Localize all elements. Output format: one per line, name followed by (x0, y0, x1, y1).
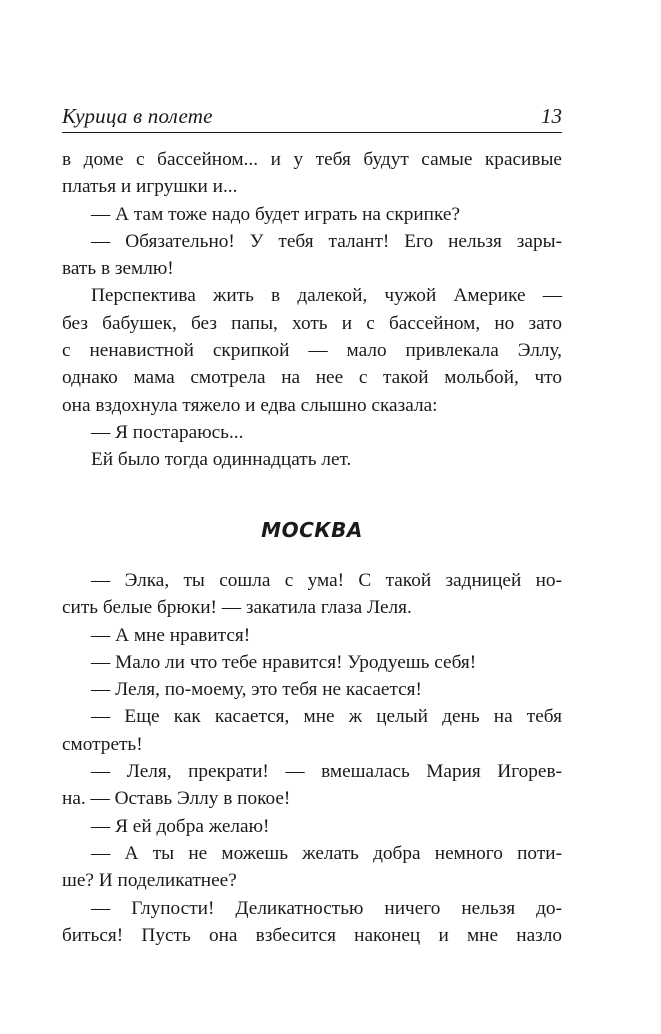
running-title: Курица в полете (62, 104, 213, 128)
text-line: — Элка, ты сошла с ума! С такой задницей но- (91, 570, 562, 591)
text-line: с ненавистной скрипкой — мало привлекала Эллу, (62, 340, 562, 362)
text-line: вать в землю! (62, 258, 174, 280)
text-line: в доме с бассейном... и у тебя будут самые красивые (62, 149, 562, 170)
text-line: ше? И поделикатнее? (62, 870, 237, 892)
text-line: сить белые брюки! — закатила глаза Леля. (62, 597, 412, 619)
text-line: — Я постараюсь... (91, 421, 244, 443)
text-line: без бабушек, без папы, хоть и с бассейном, но зато (62, 312, 562, 334)
text-line: платья и игрушки и... (62, 176, 238, 198)
text-line: однако мама смотрела на нее с такой мольбой, что (62, 367, 562, 389)
text-line: — Еще как касается, мне ж целый день на тебя (91, 706, 562, 728)
text-line: — Я ей добра желаю! (91, 815, 270, 837)
text-line: — Обязательно! У тебя талант! Его нельзя зары- (91, 230, 562, 252)
page-number: 13 (541, 104, 562, 128)
running-header (62, 102, 562, 133)
text-line: Перспектива жить в далекой, чужой Америке — (91, 285, 562, 307)
text-line: смотреть! (62, 733, 143, 755)
text-line: — Глупости! Деликатностью ничего нельзя до- (91, 897, 562, 919)
text-line: — Леля, по-моему, это тебя не касается! (91, 679, 422, 701)
text-line: она вздохнула тяжело и едва слышно сказала: (62, 394, 438, 416)
text-line: биться! Пусть она взбесится наконец и мне назло (62, 924, 562, 946)
text-block-2 (62, 567, 562, 949)
text-line: — А ты не можешь желать добра немного поти- (91, 842, 562, 864)
text-block-1 (62, 146, 562, 474)
text-line: — А мне нравится! (91, 624, 251, 646)
text-line: Ей было тогда одиннадцать лет. (91, 449, 352, 471)
text-line: — Мало ли что тебе нравится! Уродуешь себя! (91, 651, 477, 673)
text-line: — Леля, прекрати! — вмешалась Мария Игорев- (91, 761, 562, 783)
text-line: — А там тоже надо будет играть на скрипке? (91, 203, 460, 225)
section-heading: МОСКВА (261, 518, 363, 542)
text-line: на. — Оставь Эллу в покое! (62, 788, 291, 810)
